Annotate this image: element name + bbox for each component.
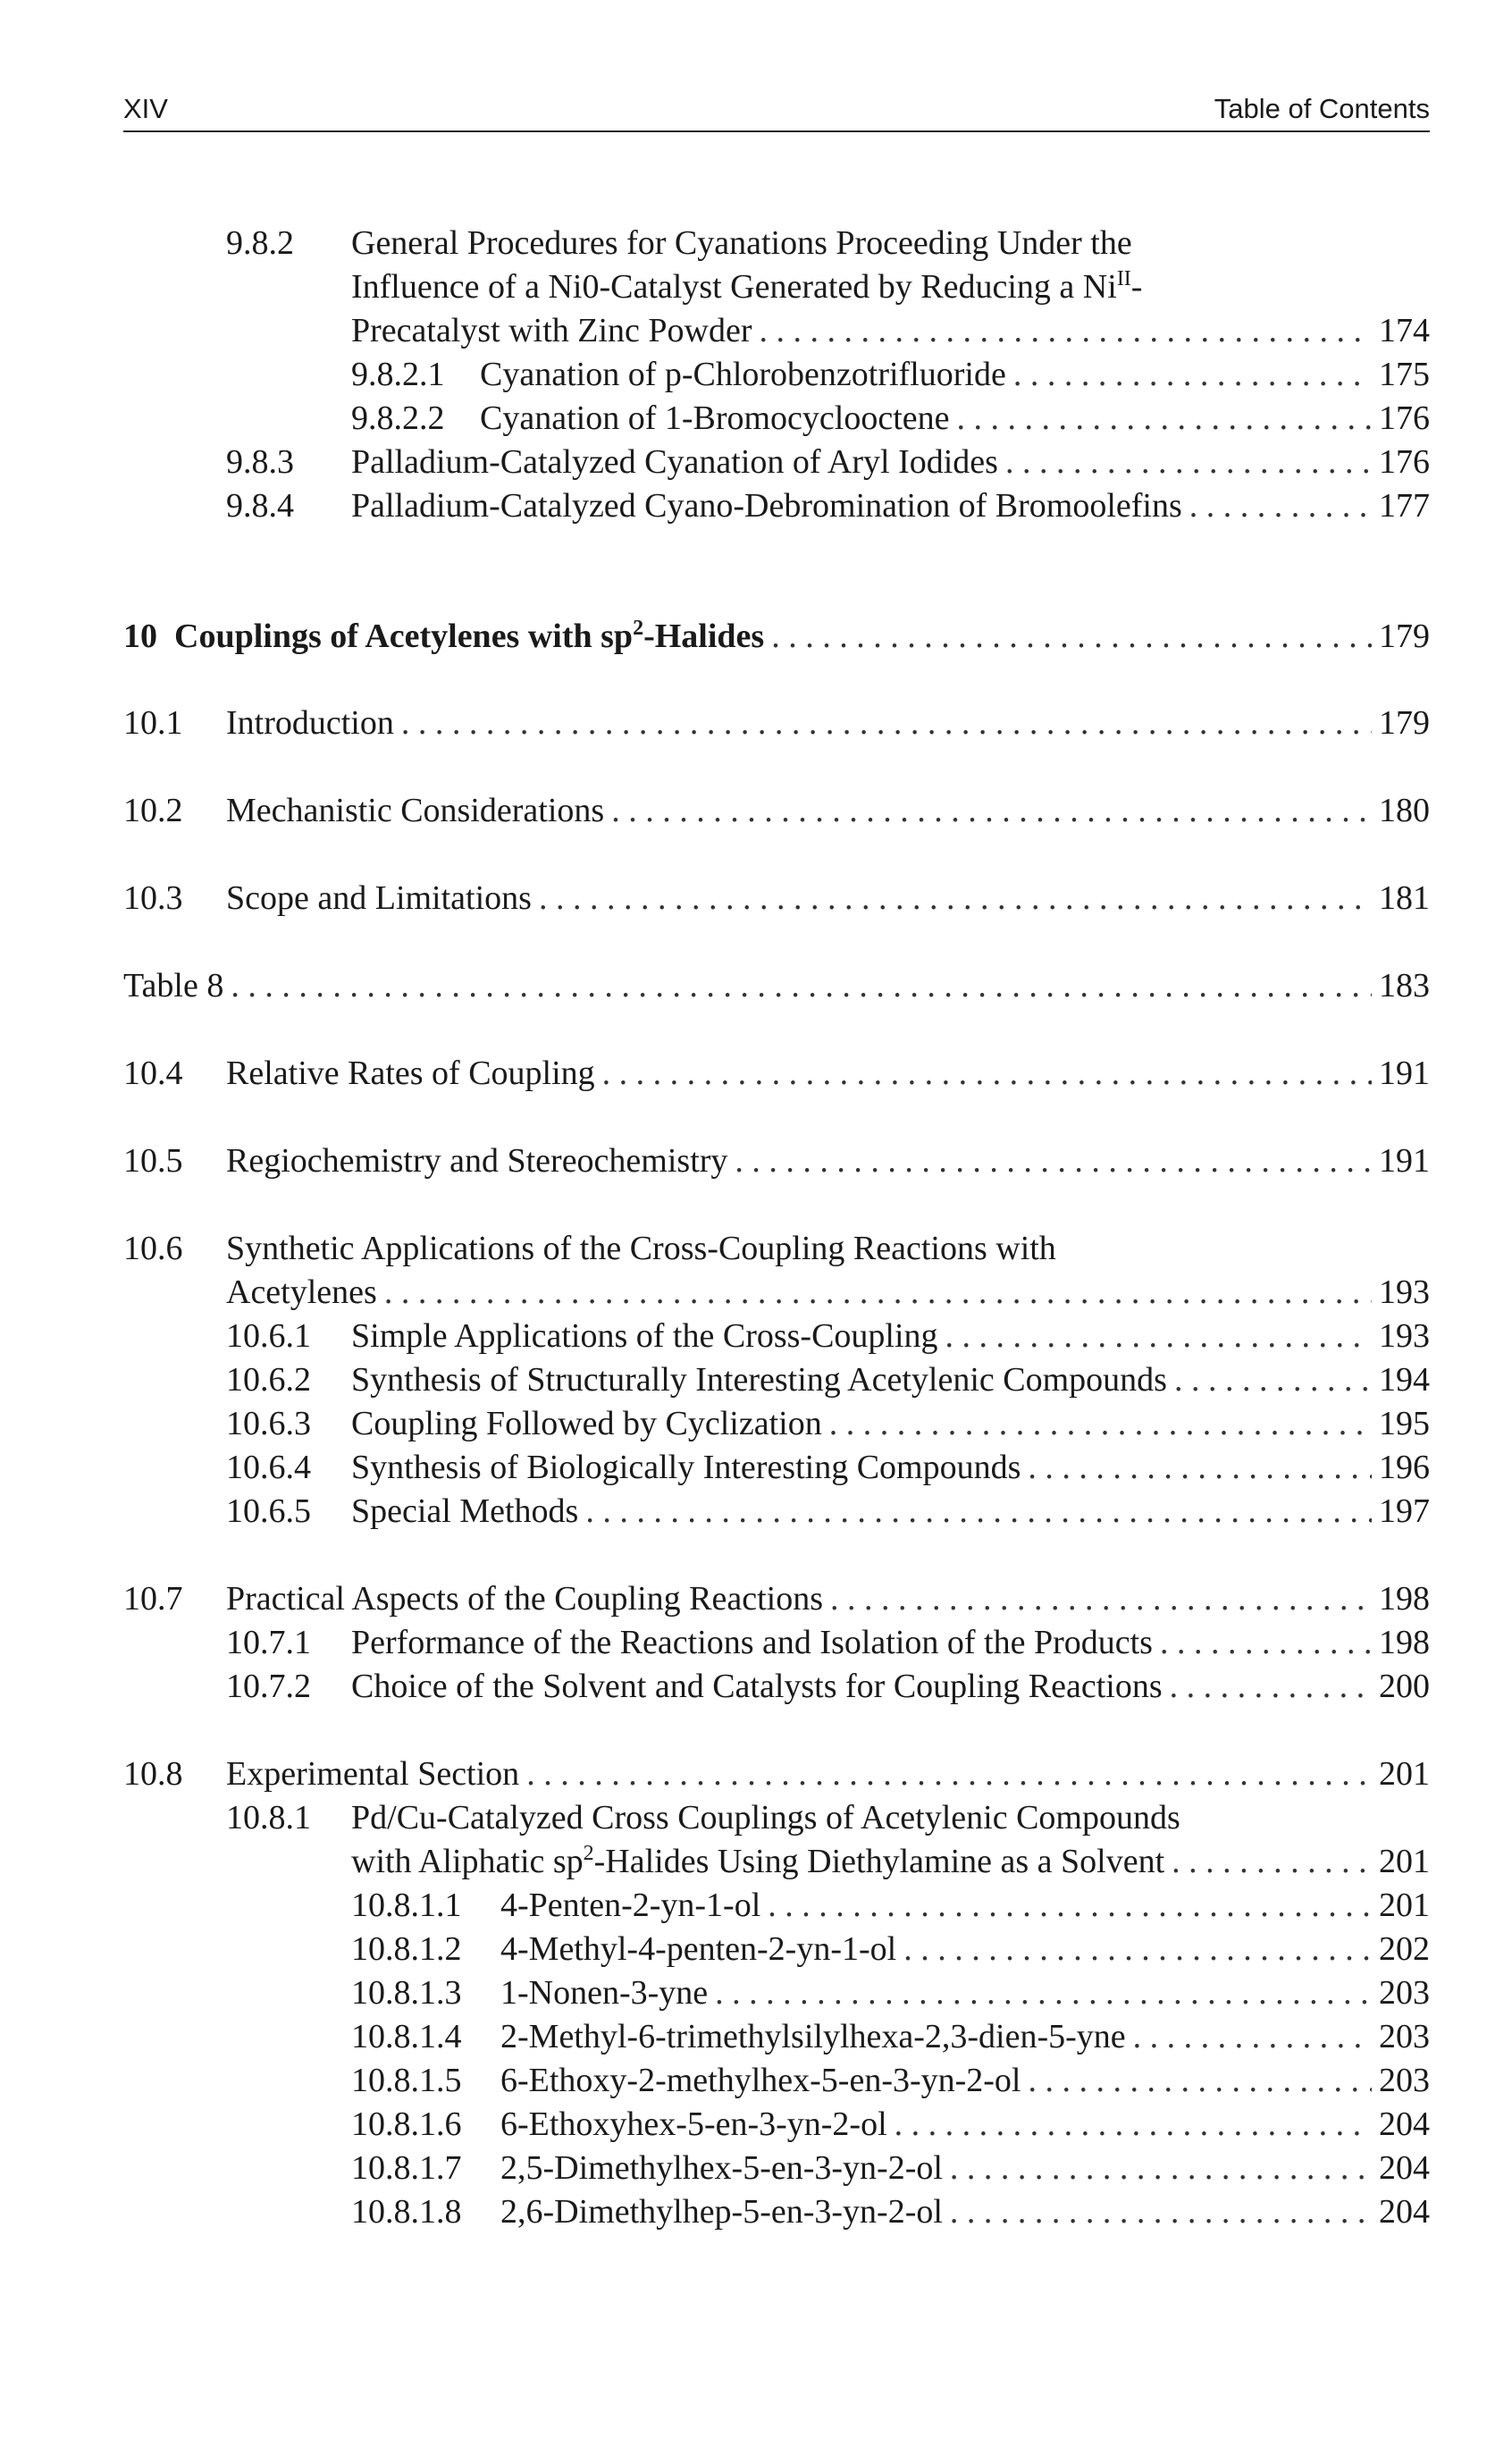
entry-number: 10.8.1.8 [351, 2193, 462, 2231]
entry-title-line: with Aliphatic $sp^2$-Halides Using Diethylamine as a Solvent [351, 1842, 1165, 1880]
entry-leader-line [351, 311, 1430, 350]
entry-title: 2-Methyl-6-trimethylsilylhexa-2,3-dien-5-yne [500, 2018, 1126, 2055]
entry-page: 176 [1379, 399, 1430, 437]
entry-title: Performance of the Reactions and Isolation of the Products [351, 1624, 1153, 1661]
entry-title: 2,6-Dimethylhep-5-en-3-yn-2-ol [500, 2193, 943, 2231]
entry-page: 200 [1379, 1668, 1430, 1705]
running-title: Table of Contents [1214, 93, 1430, 124]
entry-number: 10.8.1.1 [351, 1887, 462, 1924]
running-header [123, 88, 1430, 132]
entry-title: 2,5-Dimethylhex-5-en-3-yn-2-ol [500, 2149, 943, 2187]
entry-title-line: Precatalyst with Zinc Powder [351, 312, 752, 349]
entry-title: Synthesis of Structurally Interesting Acetylenic Compounds [351, 1361, 1167, 1399]
entry-page: 191 [1379, 1142, 1430, 1180]
entry-number: 10.7.1 [226, 1624, 311, 1661]
entry-page: 176 [1379, 443, 1430, 481]
entry-page: 203 [1379, 2018, 1430, 2055]
entry-number: 10.8.1.2 [351, 1930, 462, 1968]
entry-title: Regiochemistry and Stereochemistry [226, 1142, 728, 1180]
entry-title: Coupling Followed by Cyclization [351, 1405, 822, 1442]
entry-number: 10.8.1.7 [351, 2149, 462, 2187]
entry-number: 10.6 [123, 1230, 183, 1267]
entry-number: 9.8.2.1 [351, 356, 445, 393]
entry-title: Special Methods [351, 1492, 579, 1530]
entry-title: Table 8 [123, 967, 224, 1004]
entry-title-line: General Procedures for Cyanations Proceeding Under the [351, 224, 1132, 262]
entry-page: 204 [1379, 2149, 1430, 2187]
entry-number: 10.1 [123, 704, 183, 742]
chapter-number: 10 [123, 618, 157, 655]
entry-page: 177 [1379, 487, 1430, 525]
entry-title-line: Synthetic Applications of the Cross-Coupling Reactions with [226, 1230, 1056, 1267]
entry-title: Practical Aspects of the Coupling Reactions [226, 1580, 824, 1618]
entry-number: 10.8.1.3 [351, 1974, 462, 2012]
entry-page: 203 [1379, 2062, 1430, 2099]
entry-page: 193 [1379, 1317, 1430, 1355]
entry-page: 174 [1379, 312, 1430, 349]
chapter-title: 10 Couplings of Acetylenes with $sp^2$-Halides [123, 617, 765, 655]
entry-number: 10.8.1.6 [351, 2105, 462, 2143]
entry-title: 1-Nonen-3-yne [500, 1974, 709, 2012]
entry-page: 181 [1379, 879, 1430, 917]
entry-page: 193 [1379, 1273, 1430, 1311]
entry-title: 6-Ethoxyhex-5-en-3-yn-2-ol [500, 2105, 887, 2143]
entry-number: 10.6.5 [226, 1492, 311, 1530]
entry-title: Relative Rates of Coupling [226, 1055, 595, 1092]
entry-page: 201 [1379, 1843, 1430, 1880]
entry-number: 10.7 [123, 1580, 183, 1618]
entry-title: Cyanation of p-Chlorobenzotrifluoride [480, 356, 1006, 393]
entry-number: 10.6.2 [226, 1361, 311, 1399]
entry-title: Simple Applications of the Cross-Coupling [351, 1317, 938, 1355]
entry-number: 10.2 [123, 792, 183, 829]
entry-number: 10.4 [123, 1055, 183, 1092]
entry-number: 10.5 [123, 1142, 183, 1180]
entry-title-line: Acetylenes [226, 1273, 377, 1311]
entry-title: Scope and Limitations [226, 879, 532, 917]
entry-number: 9.8.2.2 [351, 399, 445, 437]
entry-title: Synthesis of Biologically Interesting Compounds [351, 1449, 1021, 1486]
entry-page: 196 [1379, 1449, 1430, 1486]
entry-number: 10.6.1 [226, 1317, 311, 1355]
entry-number: 10.8.1.5 [351, 2062, 462, 2099]
entry-page: 198 [1379, 1580, 1430, 1618]
entry-page: 194 [1379, 1361, 1430, 1399]
entry-title: 6-Ethoxy-2-methylhex-5-en-3-yn-2-ol [500, 2062, 1021, 2099]
entry-page: 179 [1379, 618, 1430, 655]
entry-title: Palladium-Catalyzed Cyano-Debromination of Bromoolefins [351, 487, 1182, 525]
entry-page: 203 [1379, 1974, 1430, 2012]
entry-number: 10.8 [123, 1755, 183, 1793]
entry-page: 201 [1379, 1887, 1430, 1924]
entry-page: 179 [1379, 704, 1430, 742]
entry-page: 197 [1379, 1492, 1430, 1530]
entry-title-line: Influence of a Ni0-Catalyst Generated by Reducing a $Ni^{II}-$ [351, 267, 1143, 306]
entry-title: 4-Penten-2-yn-1-ol [500, 1887, 761, 1924]
entry-number: 10.8.1.4 [351, 2018, 462, 2055]
entry-page: 175 [1379, 356, 1430, 393]
entry-title: Palladium-Catalyzed Cyanation of Aryl Iodides [351, 443, 998, 481]
entry-page: 183 [1379, 967, 1430, 1004]
entry-title: Cyanation of 1-Bromocyclooctene [480, 399, 950, 437]
entry-number: 10.6.3 [226, 1405, 311, 1442]
entry-title: Mechanistic Considerations [226, 792, 605, 829]
entry-page: 204 [1379, 2105, 1430, 2143]
entry-number: 9.8.4 [226, 487, 294, 525]
entry-page: 202 [1379, 1930, 1430, 1968]
entry-title-line: Pd/Cu-Catalyzed Cross Couplings of Acetylenic Compounds [351, 1799, 1180, 1836]
entry-page: 201 [1379, 1755, 1430, 1793]
entry-number: 10.3 [123, 879, 183, 917]
entry-title: Experimental Section [226, 1755, 520, 1793]
entry-title: Introduction [226, 704, 394, 742]
entry-page: 204 [1379, 2193, 1430, 2231]
entry-page: 191 [1379, 1055, 1430, 1092]
entry-number: 9.8.2 [226, 224, 294, 262]
page-number-roman: XIV [123, 93, 168, 124]
entry-number: 9.8.3 [226, 443, 294, 481]
entry-number: 10.6.4 [226, 1449, 311, 1486]
entry-title: 4-Methyl-4-penten-2-yn-1-ol [500, 1930, 897, 1968]
entry-page: 195 [1379, 1405, 1430, 1442]
entry-number: 10.8.1 [226, 1799, 311, 1836]
entry-page: 198 [1379, 1624, 1430, 1661]
entry-page: 180 [1379, 792, 1430, 829]
entry-title: Choice of the Solvent and Catalysts for Coupling Reactions [351, 1668, 1163, 1705]
entry-number: 10.7.2 [226, 1668, 311, 1705]
